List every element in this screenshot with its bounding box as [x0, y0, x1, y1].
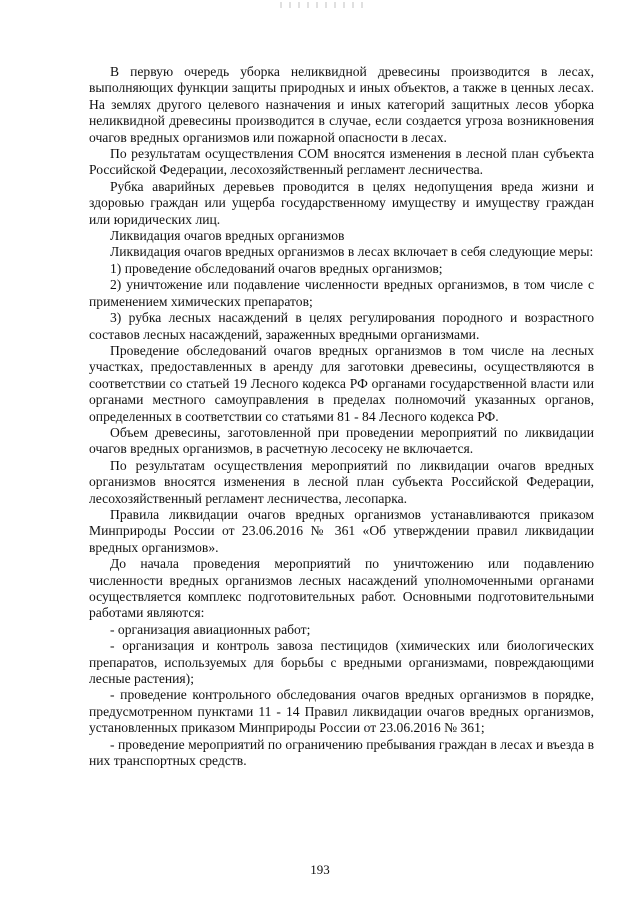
list-item: 3) рубка лесных насаждений в целях регулирования породного и возрастного составов лесных насаждений, зараженных вредными организмами. [89, 310, 594, 342]
paragraph: По результатам осуществления мероприятий по ликвидации очагов вредных организмов вносятся изменения в лесной план субъекта Российской Федерации, лесохозяйственный регламент лесничества, лесопарка. [89, 457, 594, 506]
page-number: 193 [310, 862, 330, 877]
scan-artifact [280, 2, 370, 8]
list-item: - организация и контроль завоза пестицидов (химических или биологических препаратов, используемых для борьбы с вредными организмами, повреждающими лесные растения); [89, 638, 594, 687]
paragraph: Проведение обследований очагов вредных организмов в том числе на лесных участках, предоставленных в аренду для заготовки древесины, осуществляются в соответствии со статьей 19 Лесного кодекса РФ органами государственной власти или органами местного самоуправления в пределах полномочий указанных органов, определенных в соответствии со статьями 81 - 84 Лесного кодекса РФ. [89, 342, 594, 424]
paragraph: В первую очередь уборка неликвидной древесины производится в лесах, выполняющих функции защиты природных и иных объектов, а также в ценных лесах. На землях другого целевого назначения и иных категорий защитных лесов уборка неликвидной древесины производится в случае, если создается угроза возникновения очагов вредных организмов или пожарной опасности в лесах. [89, 64, 594, 145]
list-item: 2) уничтожение или подавление численности вредных организмов, в том числе с применением химических препаратов; [89, 277, 594, 309]
page-body [89, 64, 594, 769]
list-item: - проведение контрольного обследования очагов вредных организмов в порядке, предусмотренном пунктами 11 - 14 Правил ликвидации очагов вредных организмов, установленных приказом Минприроды России от 23.06.2016 № 361; [89, 687, 594, 736]
paragraph: Рубка аварийных деревьев проводится в целях недопущения вреда жизни и здоровью граждан или ущерба государственному имуществу и имуществу граждан или юридических лиц. [89, 178, 594, 227]
paragraph: До начала проведения мероприятий по уничтожению или подавлению численности вредных организмов лесных насаждений уполномоченными органами осуществляется комплекс подготовительных работ. Основными подготовительными работами являются: [89, 556, 594, 621]
paragraph: Объем древесины, заготовленной при проведении мероприятий по ликвидации очагов вредных организмов, в расчетную лесосеку не включается. [89, 424, 594, 457]
list-item: - организация авиационных работ; [110, 621, 311, 637]
paragraph: Ликвидация очагов вредных организмов в лесах включает в себя следующие меры: [110, 244, 594, 260]
list-item: 1) проведение обследований очагов вредных организмов; [110, 260, 443, 276]
section-heading: Ликвидация очагов вредных организмов [110, 228, 345, 244]
list-item: - проведение мероприятий по ограничению пребывания граждан в лесах и въезда в них транспортных средств. [89, 736, 594, 769]
paragraph: По результатам осуществления СОМ вносятся изменения в лесной план субъекта Российской Федерации, лесохозяйственный регламент лесничества. [89, 146, 594, 178]
paragraph: Правила ликвидации очагов вредных организмов устанавливаются приказом Минприроды России от 23.06.2016 № 361 «Об утверждении правил ликвидации вредных организмов». [89, 506, 594, 555]
